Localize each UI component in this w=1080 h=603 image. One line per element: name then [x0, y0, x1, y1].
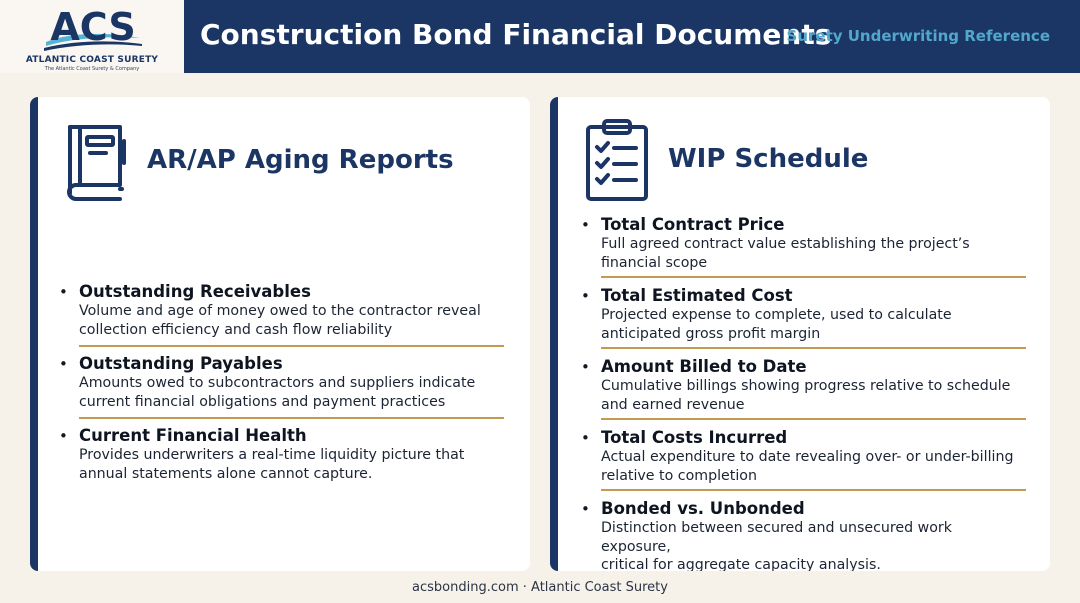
item-description-line: anticipated gross profit margin: [601, 325, 821, 342]
card-title: WIP Schedule: [668, 144, 869, 174]
company-logo: [0, 0, 184, 73]
list-item: [581, 286, 1026, 345]
item-heading: Total Contract Price: [601, 215, 785, 234]
item-description-line: Provides underwriters a real-time liquidity picture that: [79, 447, 465, 463]
divider: [601, 347, 1026, 349]
company-name: ATLANTIC COAST SURETY: [25, 55, 159, 65]
item-description-line: critical for aggregate capacity analysis.: [601, 557, 881, 571]
bullet: •: [59, 355, 68, 373]
item-description-line: financial scope: [601, 254, 708, 271]
item-description-line: Full agreed contract value establishing the project’s: [601, 236, 970, 252]
divider: [79, 345, 504, 347]
list-item: [581, 499, 1026, 571]
book-icon: [60, 121, 130, 203]
bullet: •: [581, 358, 590, 376]
footer-text: acsbonding.com · Atlantic Coast Surety: [412, 580, 668, 595]
page-subtitle: Surety Underwriting Reference: [786, 27, 1050, 45]
list-item: [581, 357, 1026, 416]
left-items-list: [59, 282, 504, 485]
divider: [601, 418, 1026, 420]
list-item: [59, 354, 504, 413]
item-description-line: Volume and age of money owed to the contractor reveal: [79, 303, 481, 319]
divider: [601, 489, 1026, 491]
logo-text: ACS: [50, 6, 136, 49]
clipboard-checklist-icon: [584, 117, 650, 203]
list-item: [581, 215, 1026, 274]
title-bar: [184, 0, 1080, 73]
item-heading: Bonded vs. Unbonded: [601, 499, 805, 518]
ar-ap-aging-card: [30, 97, 530, 571]
bullet: •: [581, 216, 590, 234]
item-heading: Current Financial Health: [79, 426, 307, 445]
item-description-line: Distinction between secured and unsecured work exposure,: [601, 520, 952, 555]
item-description-line: and earned revenue: [601, 396, 745, 413]
company-tagline: The Atlantic Coast Surety & Company: [44, 66, 140, 72]
list-item: [59, 282, 504, 341]
page-title: Construction Bond Financial Documents: [200, 18, 832, 51]
item-description-line: Projected expense to complete, used to calculate: [601, 307, 952, 323]
item-description-line: current financial obligations and payment practices: [79, 393, 446, 410]
item-heading: Outstanding Receivables: [79, 282, 311, 301]
divider: [601, 276, 1026, 278]
acs-logo-mark: [40, 6, 146, 56]
item-description-line: Amounts owed to subcontractors and suppliers indicate: [79, 375, 476, 391]
item-heading: Amount Billed to Date: [601, 357, 807, 376]
item-heading: Total Costs Incurred: [601, 428, 788, 447]
wip-schedule-card: [550, 97, 1050, 571]
bullet: •: [59, 283, 68, 301]
item-heading: Total Estimated Cost: [601, 286, 793, 305]
bullet: •: [581, 287, 590, 305]
bullet: •: [581, 500, 590, 518]
bullet: •: [59, 427, 68, 445]
right-items-list: [581, 215, 1026, 571]
divider: [79, 417, 504, 419]
item-description-line: collection efficiency and cash flow reliability: [79, 321, 393, 338]
card-title: AR/AP Aging Reports: [147, 145, 454, 175]
item-description-line: Actual expenditure to date revealing over- or under-billing: [601, 449, 1014, 465]
bullet: •: [581, 429, 590, 447]
item-description-line: relative to completion: [601, 467, 757, 484]
list-item: [581, 428, 1026, 487]
header: [0, 0, 1080, 73]
item-heading: Outstanding Payables: [79, 354, 283, 373]
item-description-line: Cumulative billings showing progress relative to schedule: [601, 378, 1011, 394]
list-item: [59, 426, 504, 485]
item-description-line: annual statements alone cannot capture.: [79, 465, 373, 482]
